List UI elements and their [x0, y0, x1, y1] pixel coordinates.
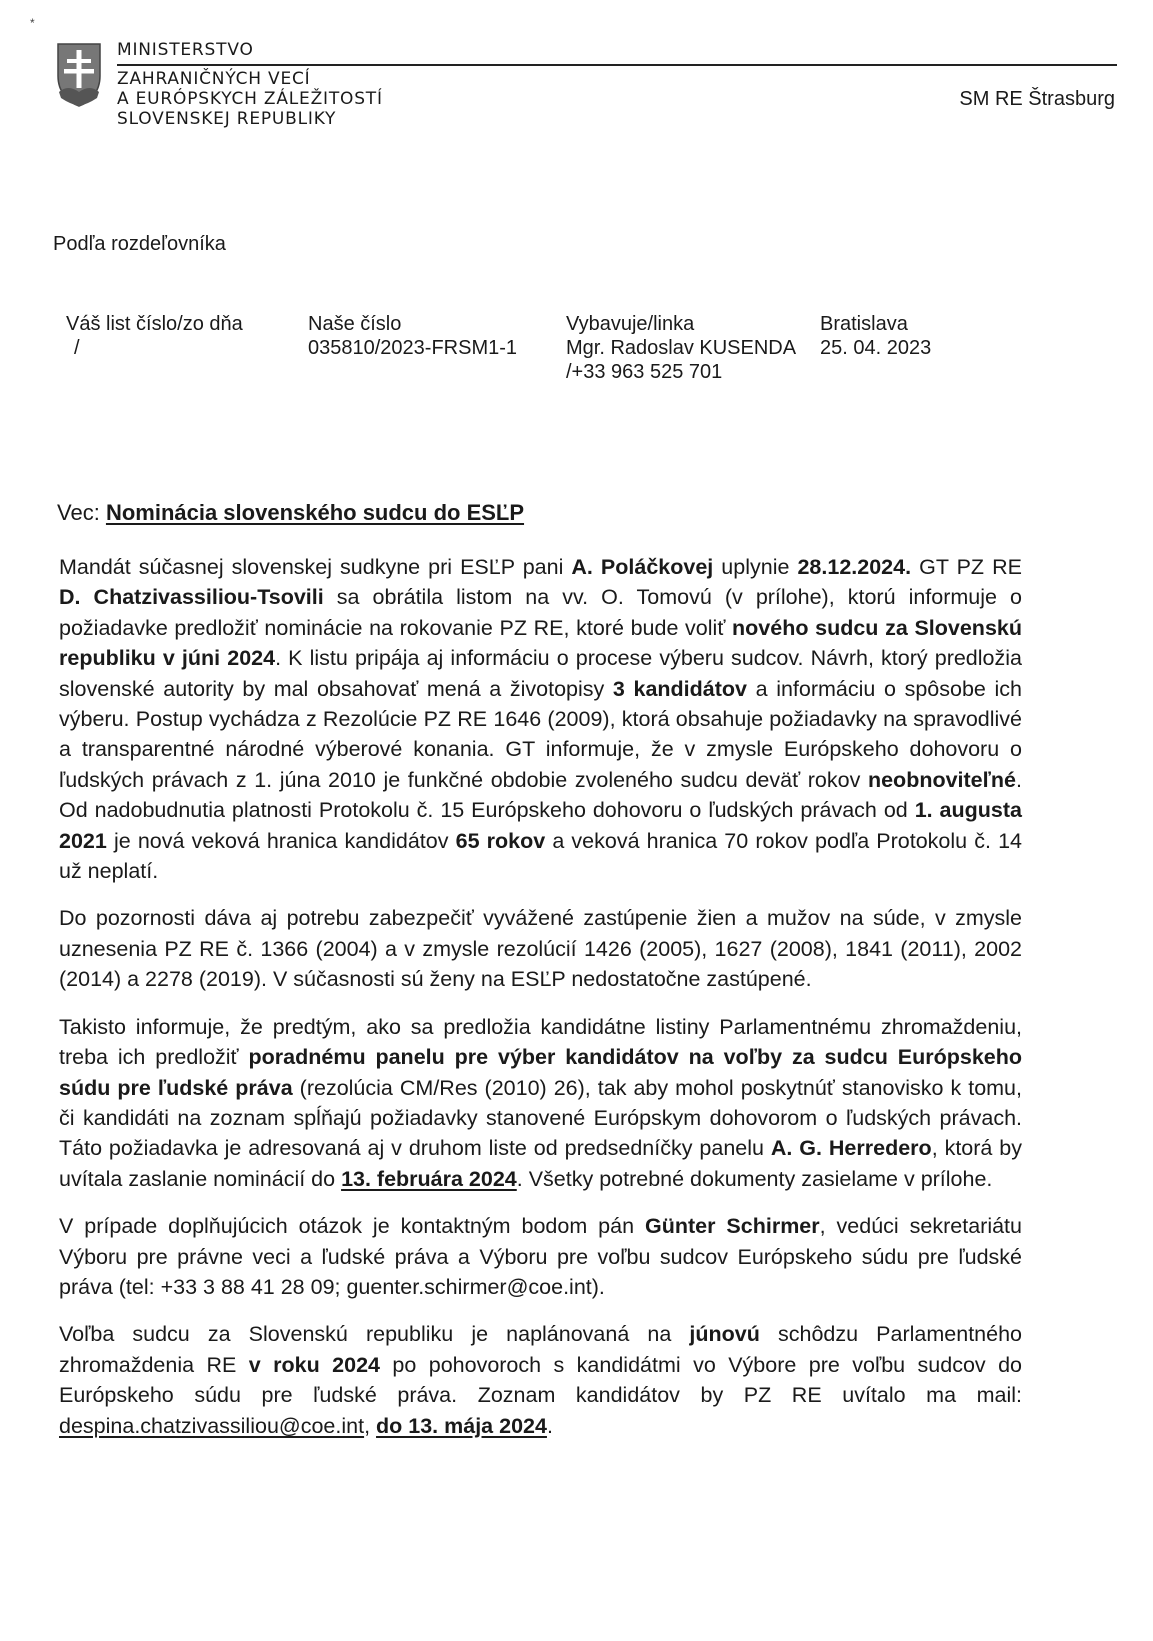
- p1-text: . Od nadobudnutia platnosti Protokolu č. 15 Európskeho dohovoru o ľudských právach od: [59, 767, 1022, 823]
- p1-protocol-date: 1. augusta 2021: [59, 798, 1022, 853]
- p1-secretary-general-name: D. Chatzivassiliou-Tsovili: [59, 585, 324, 610]
- p4-text: V prípade doplňujúcich otázok je kontaktným bodom pán: [59, 1214, 645, 1239]
- paragraph-2: Do pozornosti dáva aj potrebu zabezpečiť vyvážené zastúpenie žien a mužov na súde, v zmysle uznesenia PZ RE č. 1366 (2004) a v zmysle rezolúcií 1426 (2005), 1627 (2008), 1841 (2011), 2002 (2014) a 2278 (2019). V súčasnosti sú ženy na ESĽP nedostatočne zastúpené.: [59, 906, 1022, 992]
- p1-text: uplynie: [713, 555, 798, 579]
- p3-deadline: 13. februára 2024: [341, 1166, 517, 1191]
- p4-contact-name: Günter Schirmer: [645, 1214, 820, 1239]
- p3-text: , ktorá by uvítala zaslanie nominácií do: [59, 1136, 1022, 1191]
- p5-email-link[interactable]: despina.chatzivassiliou@coe.int: [59, 1413, 365, 1438]
- letter-body: [59, 552, 1022, 1458]
- recipient: Podľa rozdeľovníka: [53, 233, 226, 255]
- paragraph-3: [59, 1012, 1022, 1194]
- state-coat-of-arms-icon: [56, 42, 102, 108]
- p1-term-end-date: 28.12.2024.: [797, 555, 912, 579]
- ref-your-letter-label: Váš list číslo/zo dňa: [66, 313, 243, 335]
- p1-judge-name: A. Poláčkovej: [571, 555, 714, 579]
- p1-non-renewable: neobnoviteľné: [867, 767, 1017, 792]
- ref-handled-by-label: Vybavuje/linka: [566, 313, 695, 335]
- p1-age-limit: 65 rokov: [455, 828, 546, 853]
- p1-text: Mandát súčasnej slovenskej sudkyne pri ESĽP pani: [59, 555, 572, 579]
- p5-election-year: v roku 2024: [248, 1352, 380, 1377]
- ministry-name: [117, 40, 1117, 129]
- paragraph-4: [59, 1211, 1022, 1302]
- ministry-name-line4: SLOVENSKEJ REPUBLIKY: [117, 109, 337, 129]
- subject-label: Vec:: [57, 500, 100, 525]
- paragraph-1: [59, 552, 1022, 886]
- ref-place-date: [820, 312, 931, 360]
- ministry-name-line1: MINISTERSTVO: [117, 40, 1117, 66]
- paragraph-5: [59, 1319, 1022, 1441]
- ref-our-number: [308, 312, 517, 360]
- p4-text: , vedúci sekretariátu Výboru pre právne veci a ľudské práva a Výboru pre voľbu sudcov Európskeho súdu pre ľudské práva (tel: +33 3 88 41 28 09; guenter.schirmer@coe.int).: [59, 1214, 1022, 1299]
- p1-text: je nová veková hranica kandidátov: [106, 828, 456, 853]
- scan-mark: *: [30, 16, 35, 30]
- subject-text: Nominácia slovenského sudcu do ESĽP: [105, 500, 525, 525]
- p5-text: .: [546, 1413, 553, 1438]
- p1-election-note: nového sudcu za Slovenskú republiku v júni 2024: [59, 615, 1022, 671]
- p5-text: schôdzu Parlamentného zhromaždenia RE: [59, 1322, 1022, 1377]
- p3-advisory-panel: poradnému panelu pre výber kandidátov na voľby za sudcu Európskeho súdu pre ľudské práva: [59, 1045, 1022, 1100]
- p1-candidate-count: 3 kandidátov: [612, 676, 747, 701]
- ref-your-letter-value: /: [74, 337, 80, 359]
- subject-line: [57, 500, 524, 526]
- p3-panel-chair-name: A. G. Herredero: [770, 1136, 932, 1161]
- ministry-name-line3: A EURÓPSKYCH ZÁLEŽITOSTÍ: [117, 89, 383, 109]
- ministry-name-line2: ZAHRANIČNÝCH VECÍ: [117, 69, 311, 89]
- p1-text: a veková hranica 70 rokov podľa Protokolu č. 14 už neplatí.: [59, 828, 1022, 884]
- office-name: SM RE Štrasburg: [959, 88, 1115, 110]
- p1-text: . K listu pripája aj informáciu o procese výberu sudcov. Návrh, ktorý predložia slovenské autority by mal obsahovať mená a životopisy: [59, 646, 1022, 701]
- ref-our-number-label: Naše číslo: [308, 313, 402, 335]
- p5-session-month: júnovú: [689, 1322, 760, 1347]
- p3-text: (rezolúcia CM/Res (2010) 26), tak aby mohol poskytnúť stanovisko k tomu, či kandidáti na zoznam spĺňajú požiadavky stanovené Európskym dohovorom o ľudských právach. Táto požiadavka je adresovaná aj v druhom liste od predsedníčky panelu: [59, 1075, 1022, 1161]
- p1-text: sa obrátila listom na vv. O. Tomovú (v prílohe), ktorú informuje o požiadavke predložiť nominácie na rokovanie PZ RE, ktoré bude voliť: [59, 585, 1023, 640]
- p1-text: a informáciu o spôsobe ich výberu. Postup vychádza z Rezolúcie PZ RE 1646 (2009), ktorá obsahuje požiadavky na spravodlivé a transparentné národné výberové konania. GT informuje, že v zmysle Európskeho dohovoru o ľudských právach z 1. júna 2010 je funkčné obdobie zvoleného sudcu deväť rokov: [59, 676, 1022, 792]
- p5-text: po pohovoroch s kandidátmi vo Výbore pre voľbu sudcov do Európskeho súdu pre ľudské práva. Zoznam kandidátov by PZ RE uvítalo ma mail:: [59, 1352, 1022, 1408]
- p5-text: Voľba sudcu za Slovenskú republiku je naplánovaná na: [59, 1322, 690, 1347]
- ref-your-letter: [66, 312, 243, 360]
- p1-text: GT PZ RE: [911, 555, 1022, 579]
- ref-handled-by: [566, 312, 816, 384]
- ref-city: Bratislava: [820, 313, 908, 335]
- p3-text: . Všetky potrebné dokumenty zasielame v prílohe.: [516, 1166, 993, 1191]
- p5-deadline: do 13. mája 2024: [376, 1413, 547, 1438]
- p5-text: ,: [364, 1413, 377, 1438]
- p3-text: Takisto informuje, že predtým, ako sa predložia kandidátne listiny Parlamentnému zhromaždeniu, treba ich predložiť: [59, 1014, 1022, 1070]
- ref-our-number-value: 035810/2023-FRSM1-1: [308, 337, 518, 359]
- ref-date: 25. 04. 2023: [820, 337, 932, 359]
- ref-handled-by-value: Mgr. Radoslav KUSENDA /+33 963 525 701: [566, 337, 795, 383]
